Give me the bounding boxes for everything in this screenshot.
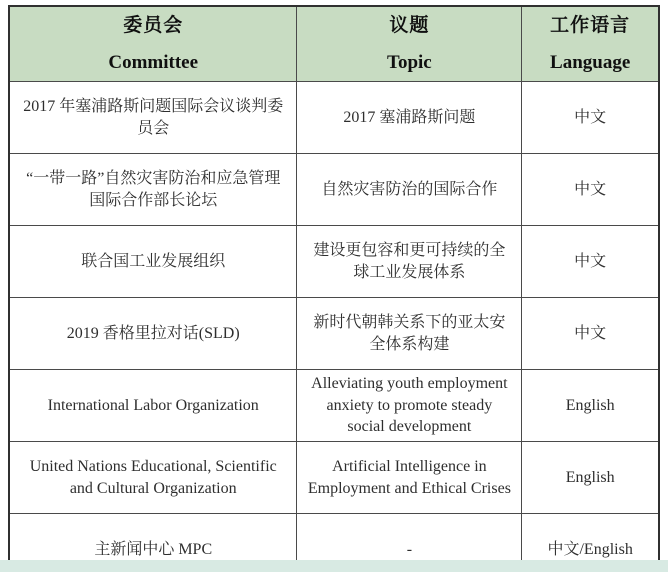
header-topic-en: Topic	[387, 51, 432, 73]
table-row	[9, 298, 659, 370]
header-cell-language	[522, 6, 659, 82]
language-cell: 中文	[522, 226, 659, 298]
language-cell: 中文	[522, 298, 659, 370]
topic-cell: Alleviating youth employment anxiety to promote steady social development	[297, 370, 522, 442]
header-language-zh: 工作语言	[550, 14, 631, 36]
language-cell: 中文	[522, 154, 659, 226]
committee-cell: International Labor Organization	[9, 370, 297, 442]
page-bottom-strip	[0, 560, 668, 572]
language-cell: 中文	[522, 82, 659, 154]
committee-cell: “一带一路”自然灾害防治和应急管理国际合作部长论坛	[9, 154, 297, 226]
topic-cell: Artificial Intelligence in Employment and Ethical Crises	[297, 442, 522, 514]
committee-cell: 主新闻中心 MPC	[9, 514, 297, 572]
table-row	[9, 226, 659, 298]
header-language-en: Language	[550, 51, 631, 73]
topic-cell: 新时代朝韩关系下的亚太安全体系构建	[297, 298, 522, 370]
committee-cell: 2017 年塞浦路斯问题国际会议谈判委员会	[9, 82, 297, 154]
topic-cell: 自然灾害防治的国际合作	[297, 154, 522, 226]
language-cell: English	[522, 442, 659, 514]
topic-cell: -	[297, 514, 522, 572]
table-row	[9, 154, 659, 226]
header-topic-zh: 议题	[389, 14, 430, 36]
table-row	[9, 442, 659, 514]
header-committee-en: Committee	[108, 51, 199, 73]
language-cell: English	[522, 370, 659, 442]
topic-cell: 建设更包容和更可持续的全球工业发展体系	[297, 226, 522, 298]
topic-cell: 2017 塞浦路斯问题	[297, 82, 522, 154]
committee-cell: 联合国工业发展组织	[9, 226, 297, 298]
language-cell: 中文/English	[522, 514, 659, 572]
table-row	[9, 82, 659, 154]
header-committee-zh: 委员会	[123, 14, 184, 36]
table-row	[9, 370, 659, 442]
committee-cell: United Nations Educational, Scientific and Cultural Organization	[9, 442, 297, 514]
header-cell-committee	[9, 6, 297, 82]
committee-cell: 2019 香格里拉对话(SLD)	[9, 298, 297, 370]
table-header-row	[9, 6, 659, 82]
header-cell-topic	[297, 6, 522, 82]
committee-topic-language-table	[8, 5, 660, 572]
